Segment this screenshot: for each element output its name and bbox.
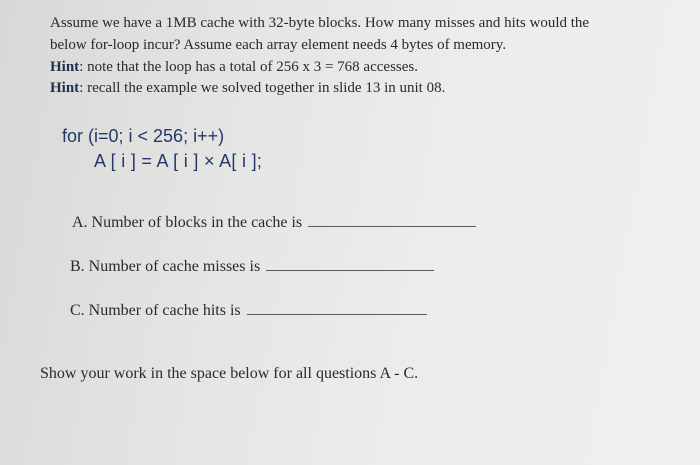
question-c <box>70 300 427 320</box>
answer-c-blank[interactable] <box>247 300 427 315</box>
question-b <box>70 256 434 276</box>
code-loop-body: A [ i ] = A [ i ] × A[ i ]; <box>94 151 263 171</box>
hint-1-text: : note that the loop has a total of 256 x 3 = 768 accesses. <box>79 59 418 75</box>
question-c-label: C. Number of cache hits is <box>70 302 241 319</box>
hint-2-text: : recall the example we solved together in slide 13 in unit 08. <box>79 80 446 96</box>
hint-2-label: Hint <box>50 80 80 96</box>
hint-2 <box>50 80 445 97</box>
question-b-label: B. Number of cache misses is <box>70 258 261 275</box>
answer-a-blank[interactable] <box>308 212 476 227</box>
intro-line-1: Assume we have a 1MB cache with 32-byte blocks. How many misses and hits would the <box>50 15 590 31</box>
code-loop-header: for (i=0; i < 256; i++) <box>62 126 225 146</box>
question-a <box>72 212 476 232</box>
hint-1 <box>50 59 418 76</box>
answer-b-blank[interactable] <box>266 256 434 271</box>
hint-1-label: Hint <box>50 59 80 75</box>
intro-line-2: below for-loop incur? Assume each array element needs 4 bytes of memory. <box>50 37 507 53</box>
question-a-label: A. Number of blocks in the cache is <box>72 214 303 231</box>
work-instruction: Show your work in the space below for all questions A - C. <box>40 365 419 382</box>
